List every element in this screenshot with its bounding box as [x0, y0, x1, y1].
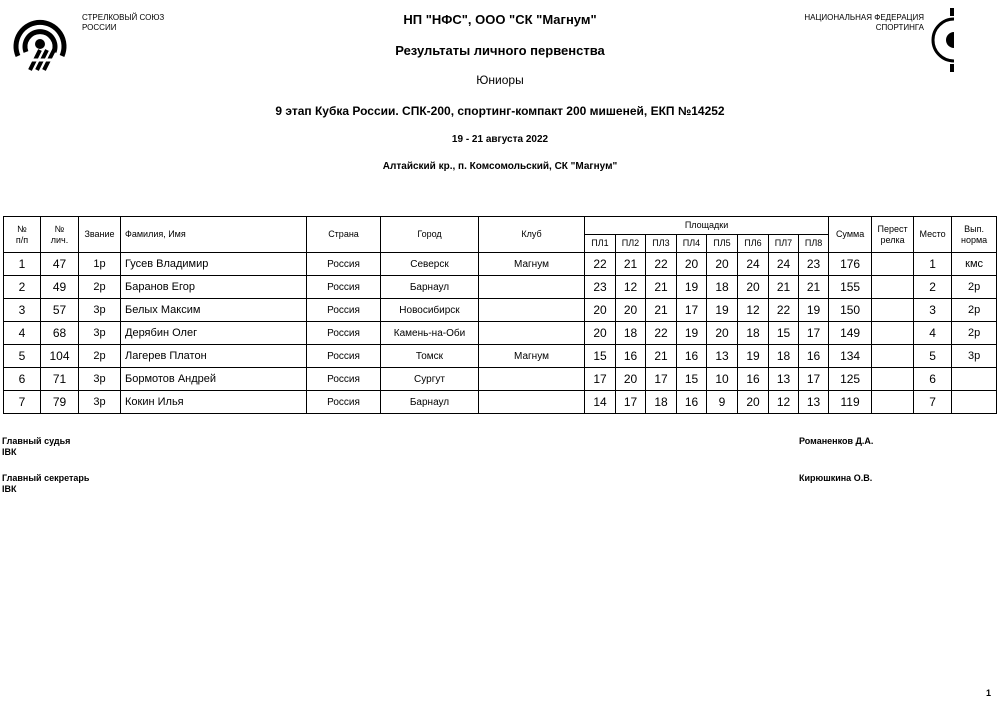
cell-norm: 3р [952, 345, 997, 368]
judge-block [2, 436, 70, 458]
cell-city: Барнаул [381, 276, 479, 299]
cell-shootoff [872, 391, 914, 414]
cell-area-score: 20 [616, 368, 646, 391]
header-place: Место [914, 217, 952, 253]
secretary-category: IВК [2, 484, 17, 494]
cell-area-score: 20 [707, 322, 738, 345]
cell-rank: 2р [79, 276, 121, 299]
cell-area-score: 15 [585, 345, 616, 368]
cell-area-score: 17 [616, 391, 646, 414]
cell-area-score: 18 [769, 345, 799, 368]
cell-club [479, 368, 585, 391]
header-lic-line1: № [54, 223, 65, 234]
cell-area-score: 24 [769, 253, 799, 276]
secretary-title: Главный секретарь [2, 473, 90, 483]
header-area-1: ПЛ1 [585, 235, 616, 253]
cell-place: 5 [914, 345, 952, 368]
header-norm [952, 217, 997, 253]
cell-area-score: 9 [707, 391, 738, 414]
cell-sum: 149 [829, 322, 872, 345]
cell-club [479, 299, 585, 322]
header-rank: Звание [79, 217, 121, 253]
table-row [4, 345, 997, 368]
cell-area-score: 13 [769, 368, 799, 391]
cell-place: 4 [914, 322, 952, 345]
cell-area-score: 21 [799, 276, 829, 299]
cell-norm [952, 368, 997, 391]
cell-shootoff [872, 299, 914, 322]
org-left-line1: СТРЕЛКОВЫЙ СОЮЗ [82, 13, 165, 22]
cell-num: 1 [4, 253, 41, 276]
cell-country: Россия [307, 253, 381, 276]
cell-sum: 176 [829, 253, 872, 276]
header-areas: Площадки [585, 217, 829, 235]
cell-area-score: 17 [677, 299, 707, 322]
header-norm-line1: Вып. [964, 223, 984, 234]
cell-license: 47 [41, 253, 79, 276]
cell-name: Гусев Владимир [121, 253, 307, 276]
cell-area-score: 12 [738, 299, 769, 322]
cell-name: Кокин Илья [121, 391, 307, 414]
cell-city: Новосибирск [381, 299, 479, 322]
cell-sum: 125 [829, 368, 872, 391]
event-location: Алтайский кр., п. Комсомольский, СК "Магнум" [382, 161, 618, 172]
cell-area-score: 22 [646, 253, 677, 276]
cell-num: 5 [4, 345, 41, 368]
table-row [4, 276, 997, 299]
cell-rank: 2р [79, 345, 121, 368]
cell-country: Россия [307, 299, 381, 322]
header-area-6: ПЛ6 [738, 235, 769, 253]
cell-area-score: 17 [585, 368, 616, 391]
header-country: Страна [307, 217, 381, 253]
page-title: Результаты личного первенства [395, 43, 605, 58]
cell-license: 57 [41, 299, 79, 322]
category: Юниоры [476, 73, 524, 87]
cell-rank: 3р [79, 299, 121, 322]
cell-area-score: 20 [585, 299, 616, 322]
cell-sum: 155 [829, 276, 872, 299]
cell-area-score: 22 [585, 253, 616, 276]
cell-norm: 2р [952, 299, 997, 322]
cell-club [479, 322, 585, 345]
cell-area-score: 22 [646, 322, 677, 345]
cell-city: Северск [381, 253, 479, 276]
cell-area-score: 16 [616, 345, 646, 368]
header-area-3: ПЛ3 [646, 235, 677, 253]
cell-shootoff [872, 253, 914, 276]
table-row [4, 253, 997, 276]
cell-num: 4 [4, 322, 41, 345]
cell-country: Россия [307, 391, 381, 414]
cell-place: 2 [914, 276, 952, 299]
cell-city: Сургут [381, 368, 479, 391]
cell-license: 68 [41, 322, 79, 345]
cell-name: Лагерев Платон [121, 345, 307, 368]
org-left-line2: РОССИИ [82, 23, 117, 32]
cell-area-score: 15 [677, 368, 707, 391]
cell-club [479, 391, 585, 414]
cell-name: Баранов Егор [121, 276, 307, 299]
cell-license: 79 [41, 391, 79, 414]
cell-area-score: 21 [769, 276, 799, 299]
header-name: Фамилия, Имя [121, 217, 307, 253]
header-city: Город [381, 217, 479, 253]
page-number: 1 [986, 688, 992, 698]
cell-area-score: 20 [738, 276, 769, 299]
cell-area-score: 16 [677, 391, 707, 414]
cell-country: Россия [307, 345, 381, 368]
cell-area-score: 23 [799, 253, 829, 276]
cell-license: 104 [41, 345, 79, 368]
cell-area-score: 17 [799, 368, 829, 391]
cell-license: 49 [41, 276, 79, 299]
results-body [4, 253, 997, 414]
header-num-line2: п/п [15, 234, 29, 245]
table-row [4, 322, 997, 345]
org-right-line2: СПОРТИНГА [875, 23, 924, 32]
cell-area-score: 18 [646, 391, 677, 414]
cell-area-score: 23 [585, 276, 616, 299]
cell-area-score: 21 [646, 276, 677, 299]
org-right-line1: НАЦИОНАЛЬНАЯ ФЕДЕРАЦИЯ [804, 13, 924, 22]
cell-sum: 150 [829, 299, 872, 322]
cell-num: 3 [4, 299, 41, 322]
cell-name: Дерябин Олег [121, 322, 307, 345]
cell-area-score: 15 [769, 322, 799, 345]
cell-city: Томск [381, 345, 479, 368]
cell-place: 1 [914, 253, 952, 276]
cell-norm: кмс [952, 253, 997, 276]
cell-area-score: 17 [646, 368, 677, 391]
cell-rank: 3р [79, 322, 121, 345]
cell-area-score: 14 [585, 391, 616, 414]
cell-country: Россия [307, 322, 381, 345]
cell-shootoff [872, 368, 914, 391]
cell-area-score: 19 [707, 299, 738, 322]
cell-area-score: 20 [585, 322, 616, 345]
header-area-5: ПЛ5 [707, 235, 738, 253]
organizers: НП "НФС", ООО "СК "Магнум" [403, 12, 597, 27]
cell-place: 3 [914, 299, 952, 322]
cell-area-score: 12 [616, 276, 646, 299]
cell-area-score: 16 [677, 345, 707, 368]
cell-area-score: 19 [677, 322, 707, 345]
header-shootoff [872, 217, 914, 253]
cell-sum: 119 [829, 391, 872, 414]
cell-shootoff [872, 276, 914, 299]
cell-club: Магнум [479, 345, 585, 368]
cell-name: Белых Максим [121, 299, 307, 322]
judge-category: IВК [2, 447, 17, 457]
cell-area-score: 19 [738, 345, 769, 368]
header-num [4, 217, 41, 253]
results-table [3, 216, 997, 414]
cell-area-score: 22 [769, 299, 799, 322]
table-row [4, 368, 997, 391]
header-area-7: ПЛ7 [769, 235, 799, 253]
cell-area-score: 18 [738, 322, 769, 345]
event-title: 9 этап Кубка России. СПК-200, спортинг-компакт 200 мишеней, ЕКП №14252 [275, 104, 725, 118]
header-area-4: ПЛ4 [677, 235, 707, 253]
cell-club: Магнум [479, 253, 585, 276]
header-sum: Сумма [829, 217, 872, 253]
cell-place: 6 [914, 368, 952, 391]
cell-rank: 3р [79, 391, 121, 414]
cell-num: 2 [4, 276, 41, 299]
event-dates: 19 - 21 августа 2022 [451, 134, 549, 145]
cell-num: 7 [4, 391, 41, 414]
header-shootoff-line1: Перест [877, 223, 908, 234]
cell-area-score: 24 [738, 253, 769, 276]
judge-title: Главный судья [2, 436, 71, 446]
cell-sum: 134 [829, 345, 872, 368]
header-num-line1: № [17, 223, 27, 234]
cell-area-score: 13 [707, 345, 738, 368]
header-area-2: ПЛ2 [616, 235, 646, 253]
cell-area-score: 18 [707, 276, 738, 299]
cell-norm: 2р [952, 276, 997, 299]
cell-area-score: 21 [616, 253, 646, 276]
cell-area-score: 20 [616, 299, 646, 322]
cell-norm [952, 391, 997, 414]
header-norm-line2: норма [960, 234, 988, 245]
cell-area-score: 13 [799, 391, 829, 414]
table-row [4, 299, 997, 322]
judge-name: Романенков Д.А. [799, 436, 874, 446]
cell-area-score: 19 [799, 299, 829, 322]
cell-norm: 2р [952, 322, 997, 345]
cell-area-score: 10 [707, 368, 738, 391]
cell-shootoff [872, 322, 914, 345]
cell-num: 6 [4, 368, 41, 391]
cell-country: Россия [307, 368, 381, 391]
header-lic-line2: лич. [50, 234, 69, 245]
cell-rank: 1р [79, 253, 121, 276]
cell-area-score: 21 [646, 345, 677, 368]
secretary-block [2, 473, 89, 495]
cell-area-score: 16 [799, 345, 829, 368]
header-area-8: ПЛ8 [799, 235, 829, 253]
cell-area-score: 19 [677, 276, 707, 299]
cell-city: Барнаул [381, 391, 479, 414]
cell-city: Камень-на-Оби [381, 322, 479, 345]
secretary-name: Кирюшкина О.В. [799, 473, 873, 483]
cell-name: Бормотов Андрей [121, 368, 307, 391]
cell-shootoff [872, 345, 914, 368]
cell-club [479, 276, 585, 299]
table-row [4, 391, 997, 414]
header-lic [41, 217, 79, 253]
cell-area-score: 20 [707, 253, 738, 276]
cell-area-score: 21 [646, 299, 677, 322]
cell-area-score: 17 [799, 322, 829, 345]
cell-country: Россия [307, 276, 381, 299]
cell-place: 7 [914, 391, 952, 414]
header-shootoff-line2: релка [880, 234, 905, 245]
header-club: Клуб [479, 217, 585, 253]
cell-area-score: 20 [677, 253, 707, 276]
cell-area-score: 12 [769, 391, 799, 414]
cell-rank: 3р [79, 368, 121, 391]
cell-license: 71 [41, 368, 79, 391]
cell-area-score: 16 [738, 368, 769, 391]
cell-area-score: 18 [616, 322, 646, 345]
cell-area-score: 20 [738, 391, 769, 414]
